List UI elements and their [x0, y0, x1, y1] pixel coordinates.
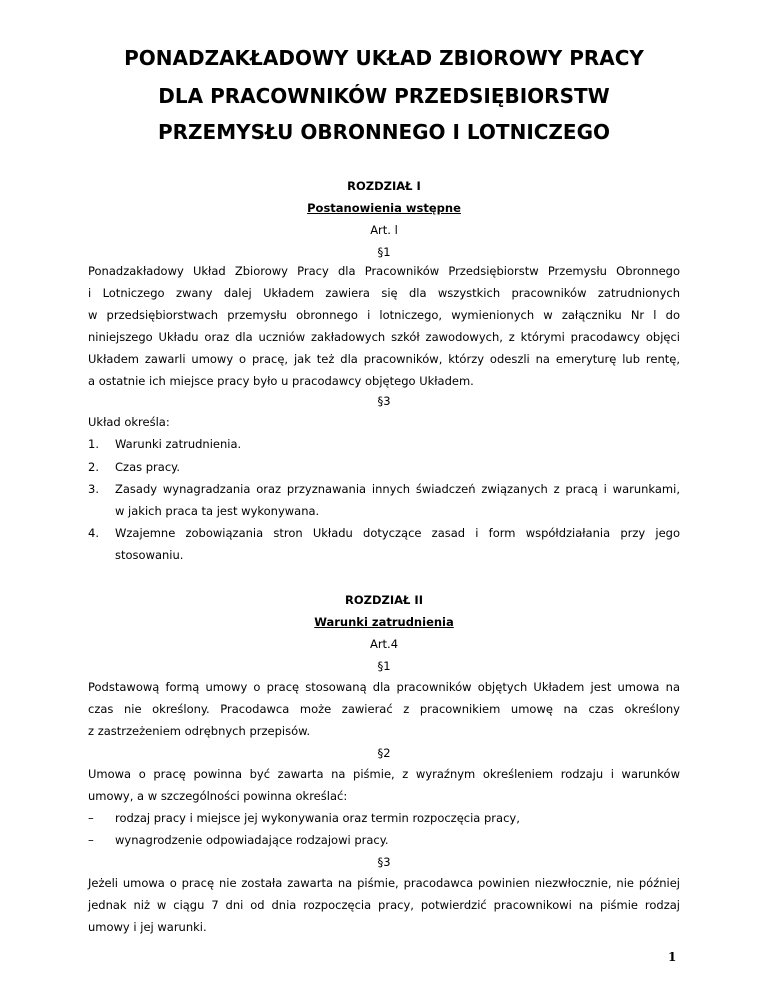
article-4-paragraph-3 — [88, 872, 680, 938]
article-1-label: Art. l — [370, 223, 398, 237]
paragraph-line: Podstawową formą umowy o pracę stosowaną dla pracowników objętych Układem jest umowa na — [88, 680, 680, 694]
article-1-paragraph — [88, 260, 680, 392]
dash-bullet: – — [88, 833, 94, 847]
paragraph-line: Ponadzakładowy Układ Zbiorowy Pracy dla Pracowników Przedsiębiorstw Przemysłu Obronnego — [88, 264, 680, 278]
paragraph-line: w przedsiębiorstwach przemysłu obronnego i lotniczego, wymienionych w załączniku Nr l do — [88, 308, 680, 322]
paragraph-line: niniejszego Układu oraz dla uczniów zakładowych szkół zawodowych, z którymi pracodawcy objęci — [88, 330, 680, 344]
section-3-label: §3 — [377, 855, 391, 869]
chapter-1-subheading: Postanowienia wstępne — [307, 201, 461, 215]
list-item-text: Warunki zatrudnienia. — [115, 437, 242, 451]
section-2-label: §2 — [377, 746, 391, 760]
list-item-text — [115, 522, 680, 566]
list-item-number: 1. — [88, 437, 99, 451]
dash-list-item-text: rodzaj pracy i miejsce jej wykonywania oraz termin rozpoczęcia pracy, — [115, 811, 520, 825]
document-title-line-1: PONADZAKŁADOWY UKŁAD ZBIOROWY PRACY — [124, 46, 644, 70]
list-item-line: Zasady wynagradzania oraz przyznawania innych świadczeń związanych z pracą i warunkami, — [115, 482, 680, 496]
list-item-line: stosowaniu. — [115, 548, 184, 562]
chapter-2-subheading: Warunki zatrudnienia — [314, 615, 454, 629]
page-number: 1 — [668, 950, 677, 964]
article-4-paragraph-1 — [88, 676, 680, 742]
document-title-line-2: DLA PRACOWNIKÓW PRZEDSIĘBIORSTW — [158, 84, 610, 108]
list-item-line: Wzajemne zobowiązania stron Układu dotyczące zasad i form współdziałania przy jego — [115, 526, 680, 540]
paragraph-line: umowy, a w szczególności powinna określać: — [88, 789, 348, 803]
section-1-label: §1 — [377, 245, 391, 259]
list-item-number: 3. — [88, 482, 99, 496]
list-item-line: w jakich praca ta jest wykonywana. — [115, 504, 320, 518]
dash-bullet: – — [88, 811, 94, 825]
paragraph-line: czas nie określony. Pracodawca może zawierać z pracownikiem umowę na czas określony — [88, 702, 680, 716]
dash-list-item-text: wynagrodzenie odpowiadające rodzajowi pracy. — [115, 833, 389, 847]
article-4-paragraph-2 — [88, 763, 680, 807]
paragraph-line: z zastrzeżeniem odrębnych przepisów. — [88, 724, 311, 738]
section-3-label: §3 — [377, 394, 391, 408]
list-item — [88, 522, 680, 566]
document-title-line-3: PRZEMYSŁU OBRONNEGO I LOTNICZEGO — [157, 120, 611, 144]
list-item-text — [115, 478, 680, 522]
chapter-2-heading: ROZDZIAŁ II — [345, 593, 423, 607]
paragraph-line: umowy i jej warunki. — [88, 920, 207, 934]
section-1-label: §1 — [377, 659, 391, 673]
list-item-number: 4. — [88, 526, 99, 540]
article-4-label: Art.4 — [369, 637, 399, 651]
chapter-1-heading: ROZDZIAŁ I — [347, 179, 421, 193]
list-item-text: Czas pracy. — [115, 460, 180, 474]
paragraph-line: jednak niż w ciągu 7 dni od dnia rozpoczęcia pracy, potwierdzić pracownikowi na piśmie rodzaj — [88, 898, 680, 912]
paragraph-line: Umowa o pracę powinna być zawarta na piśmie, z wyraźnym określeniem rodzaju i warunków — [88, 767, 680, 781]
paragraph-line: a ostatnie ich miejsce pracy było u pracodawcy objętego Układem. — [88, 374, 474, 388]
list-item-number: 2. — [88, 460, 99, 474]
paragraph-line: Układem zawarli umowy o pracę, jak też dla pracowników, którzy odeszli na emeryturę lub rentę, — [88, 352, 680, 366]
list-item — [88, 478, 680, 522]
paragraph-line: Jeżeli umowa o pracę nie została zawarta na piśmie, pracodawca powinien niezwłocznie, nie później — [88, 876, 680, 890]
paragraph-line: i Lotniczego zwany dalej Układem zawiera się dla wszystkich pracowników zatrudnionych — [88, 286, 680, 300]
list-intro: Układ określa: — [88, 415, 170, 429]
